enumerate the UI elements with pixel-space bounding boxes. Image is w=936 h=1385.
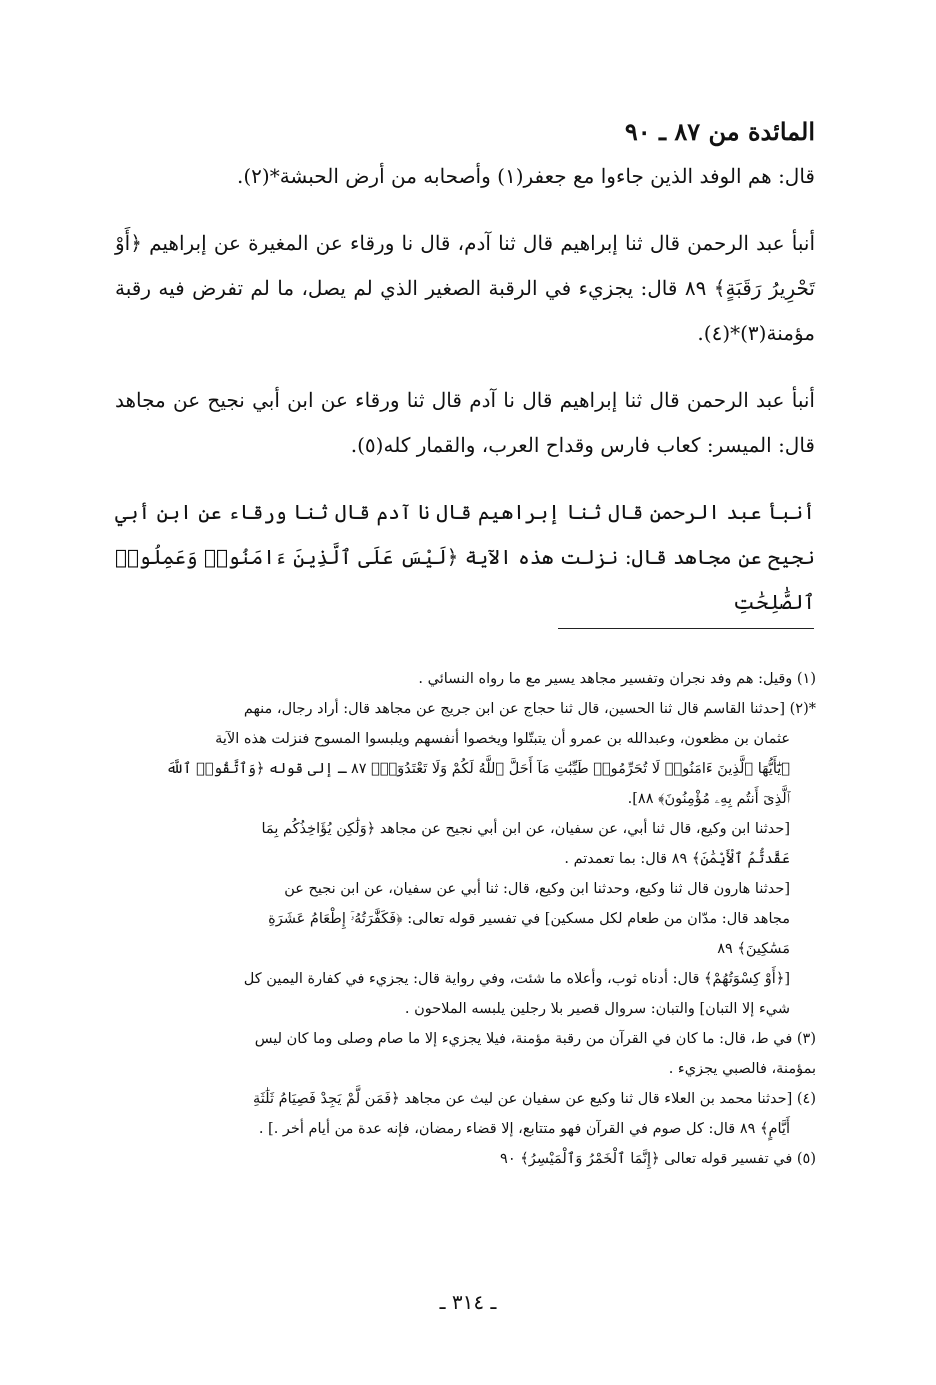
paragraph-1: قال: هم الوفد الذين جاءوا مع جعفر(١) وأصحابه من أرض الحبشة*(٢). — [236, 164, 815, 188]
footnote-line: (٤) [حدثنا محمد بن العلاء قال ثنا وكيع عن سفيان عن ليث عن مجاهد ﴿فَمَن لَّمْ يَجِدْ فَصِيَامُ ثَلَٰثَةِ — [253, 1091, 816, 1107]
footnote-line: ٱلَّذِىٓ أَنتُم بِهِۦ مُؤْمِنُونَ﴾ ٨٨]. — [627, 791, 790, 807]
footnote-line: مجاهد قال: مدّان من طعام لكل مسكين] في تفسير قوله تعالى: ﴿فَكَفَّٰرَتُهُۥٓ إِطْعَامُ عَشَرَةِ — [268, 911, 790, 927]
footnote-4 — [130, 1084, 816, 1144]
footnote-5 — [130, 1144, 816, 1174]
footnote-line: [﴿أَوْ كِسْوَتُهُمْ﴾ قال: أدناه ثوب، وأعلاه ما شئت، وفي رواية قال: يجزيء في كفارة اليمين كل — [243, 971, 790, 987]
footnote-line: [حدثنا ابن وكيع، قال ثنا أبي، عن سفيان، عن ابن أبي نجيح عن مجاهد ﴿وَلَٰكِن يُؤَاخِذُكُم بِمَا — [261, 821, 790, 837]
footnote-line: ﴿يَٰٓأَيُّهَا ٱلَّذِينَ ءَامَنُوا۟ لَا تُحَرِّمُوا۟ طَيِّبَٰتِ مَآ أَحَلَّ ٱللَّهُ لَكُمْ وَلَا تَعْتَدُوٓا۟﴾ ٨٧ ـ إلى قوله ﴿وَٱتَّقُوا۟ ٱللَّهَ — [166, 761, 790, 777]
footnote-line: [حدثنا هارون قال ثنا وكيع، وحدثنا ابن وكيع، قال: ثنا أبي عن سفيان، عن ابن نجيح عن — [284, 881, 790, 897]
page-number: ـ ٣١٤ ـ — [439, 1290, 497, 1314]
page-heading: المائدة من ٨٧ ـ ٩٠ — [624, 117, 815, 146]
footnote-line: شيء إلا التبان] والتبان: سروال قصير بلا رجلين يلبسه الملاحون . — [404, 1001, 790, 1017]
footnote-line: عثمان بن مظعون، وعبدالله بن عمرو أن يتبتّلوا ويخصوا أنفسهم ويلبسوا المسوح فنزلت هذه الآية — [215, 731, 790, 747]
footnote-line: أَيَّامٍ﴾ ٨٩ قال: كل صوم في القرآن فهو متتابع، إلا قضاء رمضان، فإنه عدة من أيام أخر .] . — [258, 1121, 790, 1137]
footnote-separator — [558, 628, 814, 629]
footnote-line: عَقَّدتُّمُ ٱلْأَيْمَٰنَ﴾ ٨٩ قال: بما تعمدتم . — [564, 851, 790, 867]
footnote-line: بمؤمنة، فالصبي يجزيء . — [668, 1061, 816, 1077]
footnote-3 — [130, 1024, 816, 1084]
footnote-2 — [130, 694, 816, 1024]
footnotes — [130, 664, 816, 1174]
footnote-line: (٣) في ط، قال: ما كان في القرآن من رقبة مؤمنة، فيلا يجزيء إلا ما صام وصلى وما كان ليس — [254, 1031, 816, 1047]
footnote-line: (١) وقيل: هم وفد نجران وتفسير مجاهد يسير مع ما رواه النسائي . — [418, 671, 816, 687]
footnote-line: مَسَٰكِينَ﴾ ٨٩ — [717, 941, 790, 957]
page-body — [115, 110, 815, 625]
paragraph-3: أنبأ عبد الرحمن قال ثنا إبراهيم قال نا آدم قال ثنا ورقاء عن ابن أبي نجيح عن مجاهد قال: الميسر: كعاب فارس وقداح العرب، والقمار كله(٥). — [115, 388, 815, 457]
paragraph-2: أنبأ عبد الرحمن قال ثنا إبراهيم قال ثنا آدم، قال نا ورقاء عن المغيرة عن إبراهيم ﴿أَوْ تَحْرِيرُ رَقَبَةٍ﴾ ٨٩ قال: يجزيء في الرقبة الصغير الذي لم يصل، ما لم تفرض فيه رقبة مؤمنة(٣)*(٤). — [115, 231, 815, 345]
paragraph-4: أنبأ عبد الرحمن قال ثنا إبراهيم قال نا آدم قال ثنا ورقاء عن ابن أبي نجيح عن مجاهد قال: نزلت هذه الآية ﴿لَيْسَ عَلَى ٱلَّذِينَ ءَامَنُوا۟ وَعَمِلُوا۟ ٱلصَّٰلِحَٰتِ — [115, 500, 815, 614]
footnote-line: *(٢) [حدثنا القاسم قال ثنا الحسين، قال ثنا حجاج عن ابن جريج عن مجاهد قال: أراد رجال، منهم — [243, 701, 816, 717]
footnote-line: (٥) في تفسير قوله تعالى ﴿إِنَّمَا ٱلْخَمْرُ وَٱلْمَيْسِرُ﴾ ٩٠ — [500, 1151, 816, 1167]
footnote-1 — [130, 664, 816, 694]
